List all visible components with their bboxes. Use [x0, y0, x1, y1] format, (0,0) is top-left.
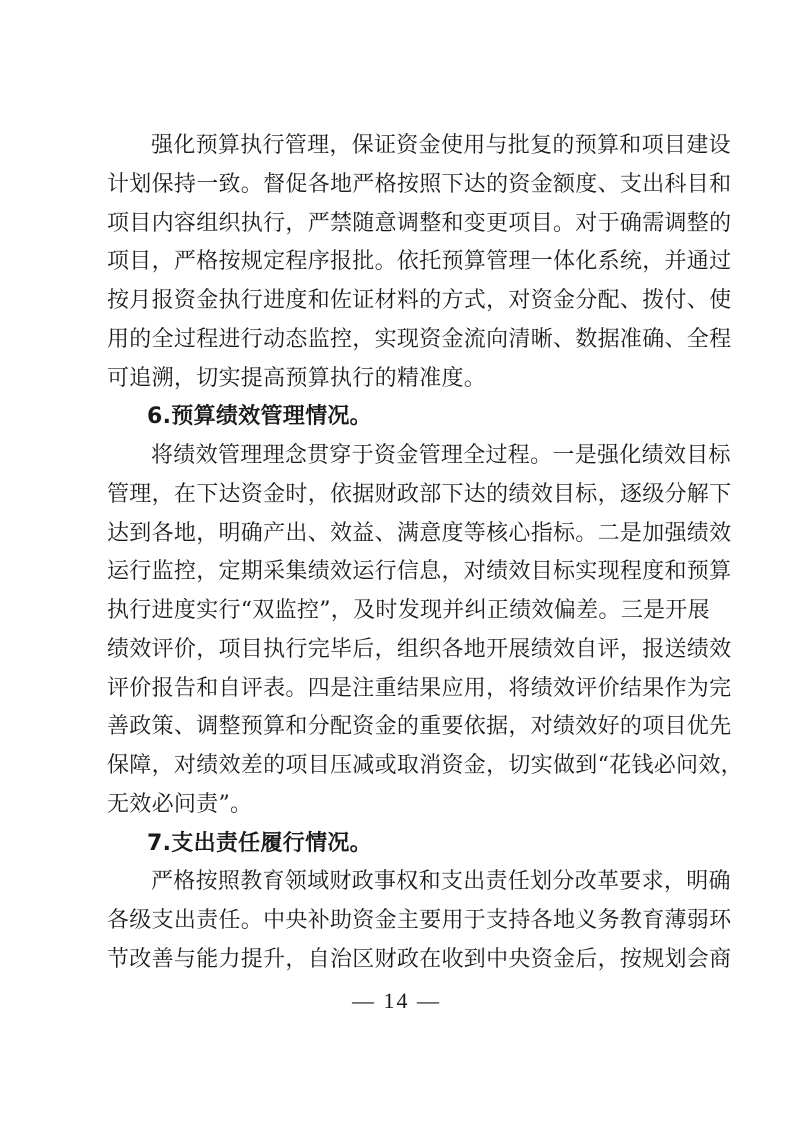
text-line: 项目内容组织执行，严禁随意调整和变更项目。对于确需调整的	[107, 210, 732, 236]
text-line: 计划保持一致。督促各地严格按照下达的资金额度、支出科目和	[107, 171, 732, 197]
text-line: 严格按照教育领域财政事权和支出责任划分改革要求，明确	[151, 869, 731, 895]
text-line: 善政策、调整预算和分配资金的重要依据，对绩效好的项目优先	[107, 714, 732, 740]
text-line: 运行监控，定期采集绩效运行信息，对绩效目标实现程度和预算	[107, 559, 732, 585]
text-line: 用的全过程进行动态监控，实现资金流向清晰、数据准确、全程	[107, 326, 732, 352]
text-line: 保障，对绩效差的项目压减或取消资金，切实做到“花钱必问效，	[107, 753, 743, 778]
text-line: 无效必问责”。	[107, 791, 253, 817]
text-line: 达到各地，明确产出、效益、满意度等核心指标。二是加强绩效	[107, 520, 732, 546]
text-line: 绩效评价，项目执行完毕后，组织各地开展绩效自评，报送绩效	[107, 636, 732, 662]
body-text	[107, 127, 743, 980]
text-line: 各级支出责任。中央补助资金主要用于支持各地义务教育薄弱环	[107, 908, 732, 933]
section-heading-6: 6.预算绩效管理情况。	[147, 404, 372, 430]
text-line: 项目，严格按规定程序报批。依托预算管理一体化系统，并通过	[107, 249, 732, 275]
text-line: 将绩效管理理念贯穿于资金管理全过程。一是强化绩效目标	[151, 443, 731, 468]
text-line: 可追溯，切实提高预算执行的精准度。	[107, 365, 487, 391]
section-heading-7: 7.支出责任履行情况。	[147, 830, 372, 856]
text-line: 评价报告和自评表。四是注重结果应用，将绩效评价结果作为完	[107, 675, 732, 701]
text-line: 节改善与能力提升，自治区财政在收到中央资金后，按规划会商	[107, 946, 732, 972]
text-line: 管理，在下达资金时，依据财政部下达的绩效目标，逐级分解下	[107, 481, 732, 507]
text-line: 按月报资金执行进度和佐证材料的方式，对资金分配、拨付、使	[107, 288, 732, 313]
text-line: 强化预算执行管理，保证资金使用与批复的预算和项目建设	[151, 133, 731, 158]
page-number: — 14 —	[352, 988, 441, 1013]
text-line: 执行进度实行“双监控”，及时发现并纠正绩效偏差。三是开展	[107, 598, 710, 623]
